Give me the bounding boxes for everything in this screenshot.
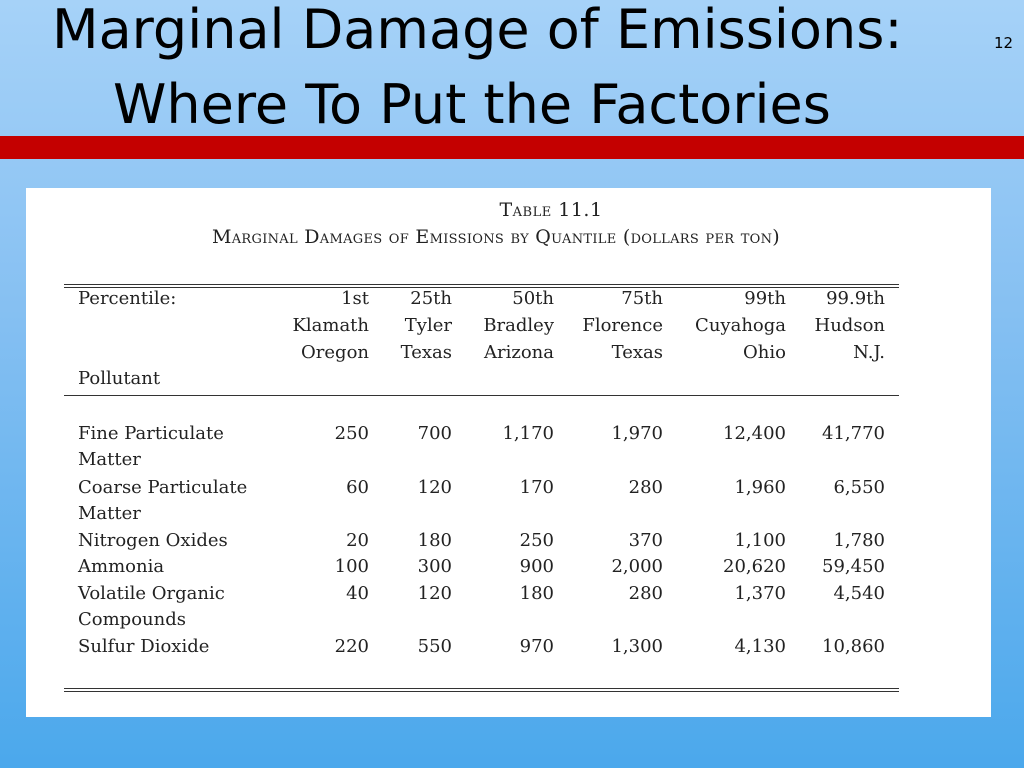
table-caption: Table 11.1 [499, 199, 603, 221]
column-header-percentile: 25th [410, 288, 452, 309]
row-label: Sulfur Dioxide [78, 636, 210, 657]
row-label-continued: Matter [78, 449, 141, 470]
table-cell: 6,550 [833, 477, 885, 498]
table-cell: 180 [519, 583, 554, 604]
table-image-panel [26, 188, 991, 717]
column-header-percentile: 99th [744, 288, 786, 309]
table-cell: 170 [519, 477, 554, 498]
table-cell: 180 [417, 530, 452, 551]
table-cell: 41,770 [822, 423, 885, 444]
table-cell: 1,170 [502, 423, 554, 444]
table-cell: 120 [417, 583, 452, 604]
column-header-place: Klamath [292, 315, 369, 336]
header-bottom-rule [64, 395, 899, 396]
table-cell: 280 [628, 477, 663, 498]
row-label: Nitrogen Oxides [78, 530, 228, 551]
table-cell: 20,620 [723, 556, 786, 577]
table-cell: 10,860 [822, 636, 885, 657]
column-header-place: Hudson [814, 315, 885, 336]
table-subcaption: Marginal Damages of Emissions by Quantile (dollars per ton) [211, 226, 781, 248]
table-top-rule [64, 284, 899, 285]
column-header-place: Bradley [483, 315, 554, 336]
slide-title-line-1: Marginal Damage of Emissions: [52, 0, 903, 61]
table-cell: 120 [417, 477, 452, 498]
column-header-percentile: 1st [341, 288, 369, 309]
column-header-state: Ohio [743, 342, 786, 363]
table-cell: 250 [334, 423, 369, 444]
table-bottom-rule-2 [64, 691, 899, 692]
table-cell: 220 [334, 636, 369, 657]
table-cell: 20 [346, 530, 369, 551]
column-header-state: Texas [611, 342, 663, 363]
table-cell: 1,960 [734, 477, 786, 498]
table-cell: 1,970 [611, 423, 663, 444]
table-cell: 40 [346, 583, 369, 604]
table-cell: 370 [628, 530, 663, 551]
table-cell: 2,000 [611, 556, 663, 577]
table-cell: 900 [519, 556, 554, 577]
row-label-continued: Compounds [78, 609, 186, 630]
slide-number: 12 [994, 34, 1014, 52]
table-cell: 59,450 [822, 556, 885, 577]
column-header-state: Arizona [483, 342, 554, 363]
table-cell: 4,540 [833, 583, 885, 604]
table-cell: 100 [334, 556, 369, 577]
row-label: Ammonia [78, 556, 165, 577]
row-label: Fine Particulate [78, 423, 224, 444]
table-cell: 550 [417, 636, 452, 657]
slide-title-line-2: Where To Put the Factories [113, 73, 831, 136]
table-cell: 4,130 [734, 636, 786, 657]
table-cell: 250 [519, 530, 554, 551]
title-divider-bar [0, 136, 1024, 159]
table-cell: 280 [628, 583, 663, 604]
table-cell: 970 [519, 636, 554, 657]
table-cell: 1,370 [734, 583, 786, 604]
column-header-place: Florence [582, 315, 663, 336]
column-header-percentile: 99.9th [826, 288, 885, 309]
column-header-percentile: 75th [621, 288, 663, 309]
table-cell: 1,780 [833, 530, 885, 551]
row-label: Volatile Organic [78, 583, 225, 604]
row-label-continued: Matter [78, 503, 141, 524]
table-cell: 300 [417, 556, 452, 577]
table-cell: 12,400 [723, 423, 786, 444]
column-header-place: Cuyahoga [695, 315, 786, 336]
header-percentile-label: Percentile: [78, 288, 177, 309]
header-pollutant-label: Pollutant [78, 368, 161, 389]
column-header-state: Oregon [301, 342, 369, 363]
row-label: Coarse Particulate [78, 477, 248, 498]
column-header-percentile: 50th [512, 288, 554, 309]
column-header-state: Texas [400, 342, 452, 363]
table-cell: 1,300 [611, 636, 663, 657]
table-cell: 60 [346, 477, 369, 498]
column-header-place: Tyler [404, 315, 452, 336]
table-bottom-rule [64, 688, 899, 689]
column-header-state: N.J. [853, 342, 885, 363]
table-cell: 1,100 [734, 530, 786, 551]
table-cell: 700 [417, 423, 452, 444]
